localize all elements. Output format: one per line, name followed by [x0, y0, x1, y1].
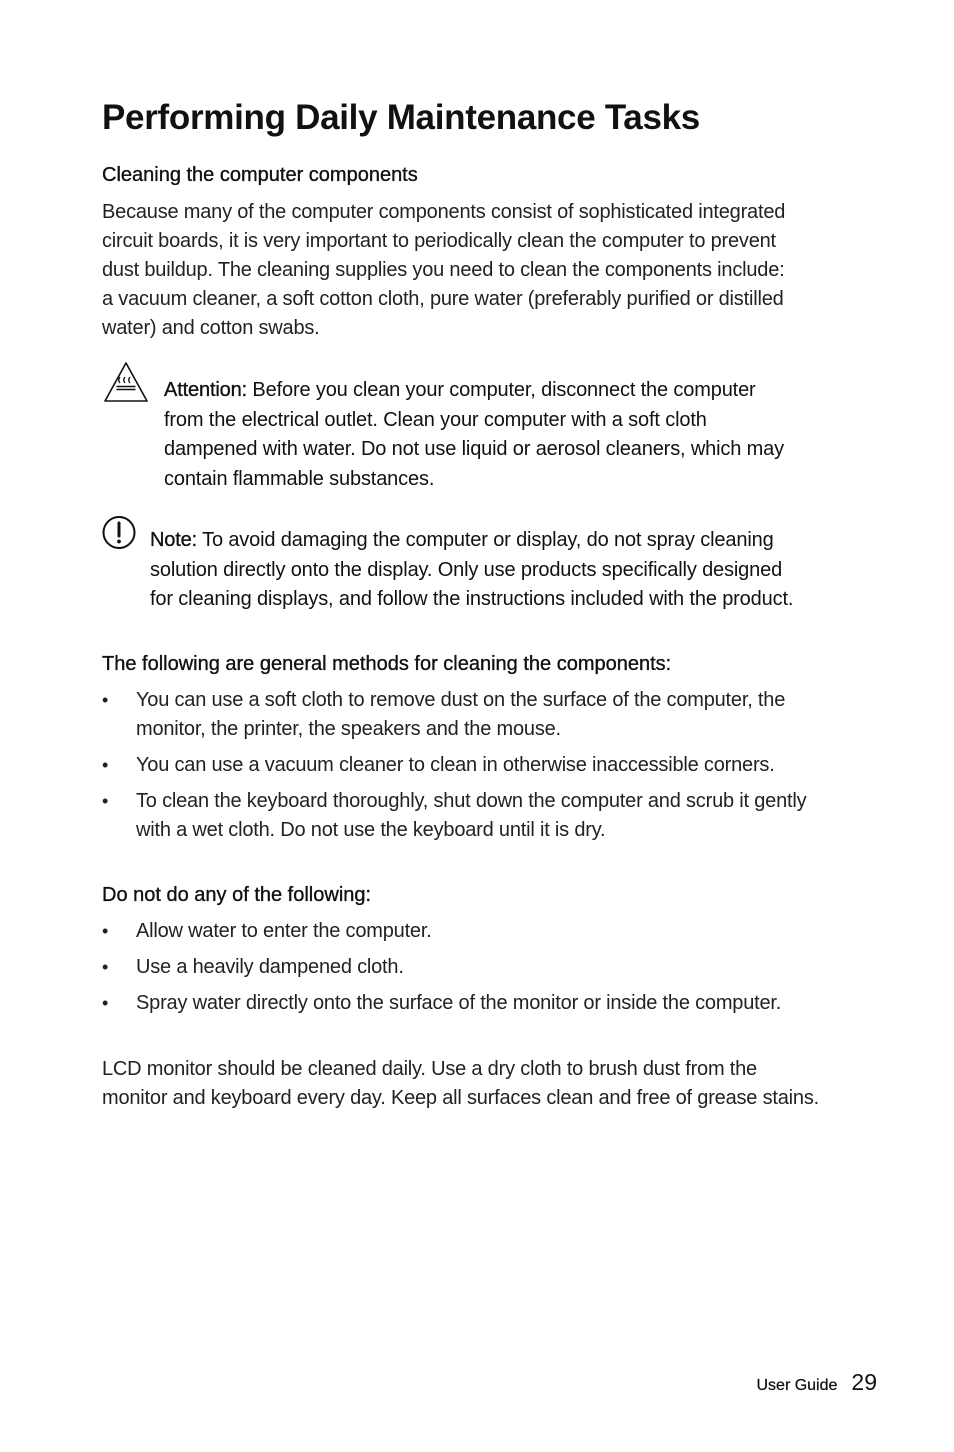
section-heading-donts: Do not do any of the following:	[102, 884, 372, 906]
attention-callout	[102, 360, 877, 500]
page-title: Performing Daily Maintenance Tasks	[102, 98, 700, 137]
list-item: • You can use a vacuum cleaner to clean in otherwise inaccessible corners.	[102, 751, 877, 780]
list-item: • Spray water directly onto the surface of the monitor or inside the computer.	[102, 989, 877, 1018]
paragraph-line: monitor and keyboard every day. Keep all surfaces clean and free of grease stains.	[102, 1087, 819, 1109]
paragraph-line: dust buildup. The cleaning supplies you need to clean the components include:	[102, 259, 785, 281]
list-item: • Allow water to enter the computer.	[102, 917, 877, 946]
exclamation-circle-icon	[102, 515, 136, 556]
bullet-glyph: •	[102, 921, 109, 941]
bullet-glyph: •	[102, 755, 109, 775]
note-text	[150, 526, 793, 615]
attention-line: Before you clean your computer, disconnect the computer	[247, 379, 756, 401]
document-page	[102, 0, 877, 1452]
methods-list	[102, 686, 877, 845]
attention-text	[164, 376, 784, 494]
attention-line: contain flammable substances.	[164, 467, 435, 490]
attention-label: Attention:	[164, 379, 248, 401]
bullet-glyph: •	[102, 690, 109, 710]
hot-surface-warning-icon	[102, 360, 150, 409]
paragraph-line: water) and cotton swabs.	[102, 317, 320, 339]
note-callout	[102, 515, 877, 615]
page-footer	[756, 1369, 877, 1396]
list-item: • To clean the keyboard thoroughly, shut down the computer and scrub it gently with a wet cloth. Do not use the keyboard until it is dry.	[102, 787, 877, 845]
section-heading-methods: The following are general methods for cleaning the components:	[102, 653, 672, 675]
bullet-glyph: •	[102, 993, 109, 1013]
list-item: • You can use a soft cloth to remove dust on the surface of the computer, the monitor, the printer, the speakers and the mouse.	[102, 686, 877, 744]
attention-line: dampened with water. Do not use liquid or aerosol cleaners, which may	[164, 438, 784, 460]
section-heading-cleaning: Cleaning the computer components	[102, 164, 418, 186]
list-item: • Use a heavily dampened cloth.	[102, 953, 877, 982]
note-line: solution directly onto the display. Only use products specifically designed	[150, 558, 783, 581]
paragraph-line: circuit boards, it is very important to periodically clean the computer to prevent	[102, 230, 776, 252]
attention-line: from the electrical outlet. Clean your computer with a soft cloth	[164, 408, 707, 431]
footer-label: User Guide	[756, 1377, 838, 1394]
paragraph-line: Because many of the computer components consist of sophisticated integrated	[102, 201, 786, 223]
donts-list	[102, 917, 877, 1018]
closing-paragraph	[102, 1055, 877, 1113]
page-number: 29	[851, 1369, 877, 1395]
note-line: To avoid damaging the computer or display, do not spray cleaning	[197, 529, 774, 551]
bullet-glyph: •	[102, 791, 109, 811]
paragraph-line: a vacuum cleaner, a soft cotton cloth, pure water (preferably purified or distilled	[102, 288, 784, 310]
note-line: for cleaning displays, and follow the instructions included with the product.	[150, 588, 794, 610]
intro-paragraph	[102, 198, 877, 343]
paragraph-line: LCD monitor should be cleaned daily. Use a dry cloth to brush dust from the	[102, 1058, 757, 1080]
bullet-glyph: •	[102, 957, 109, 977]
note-label: Note:	[150, 529, 198, 551]
